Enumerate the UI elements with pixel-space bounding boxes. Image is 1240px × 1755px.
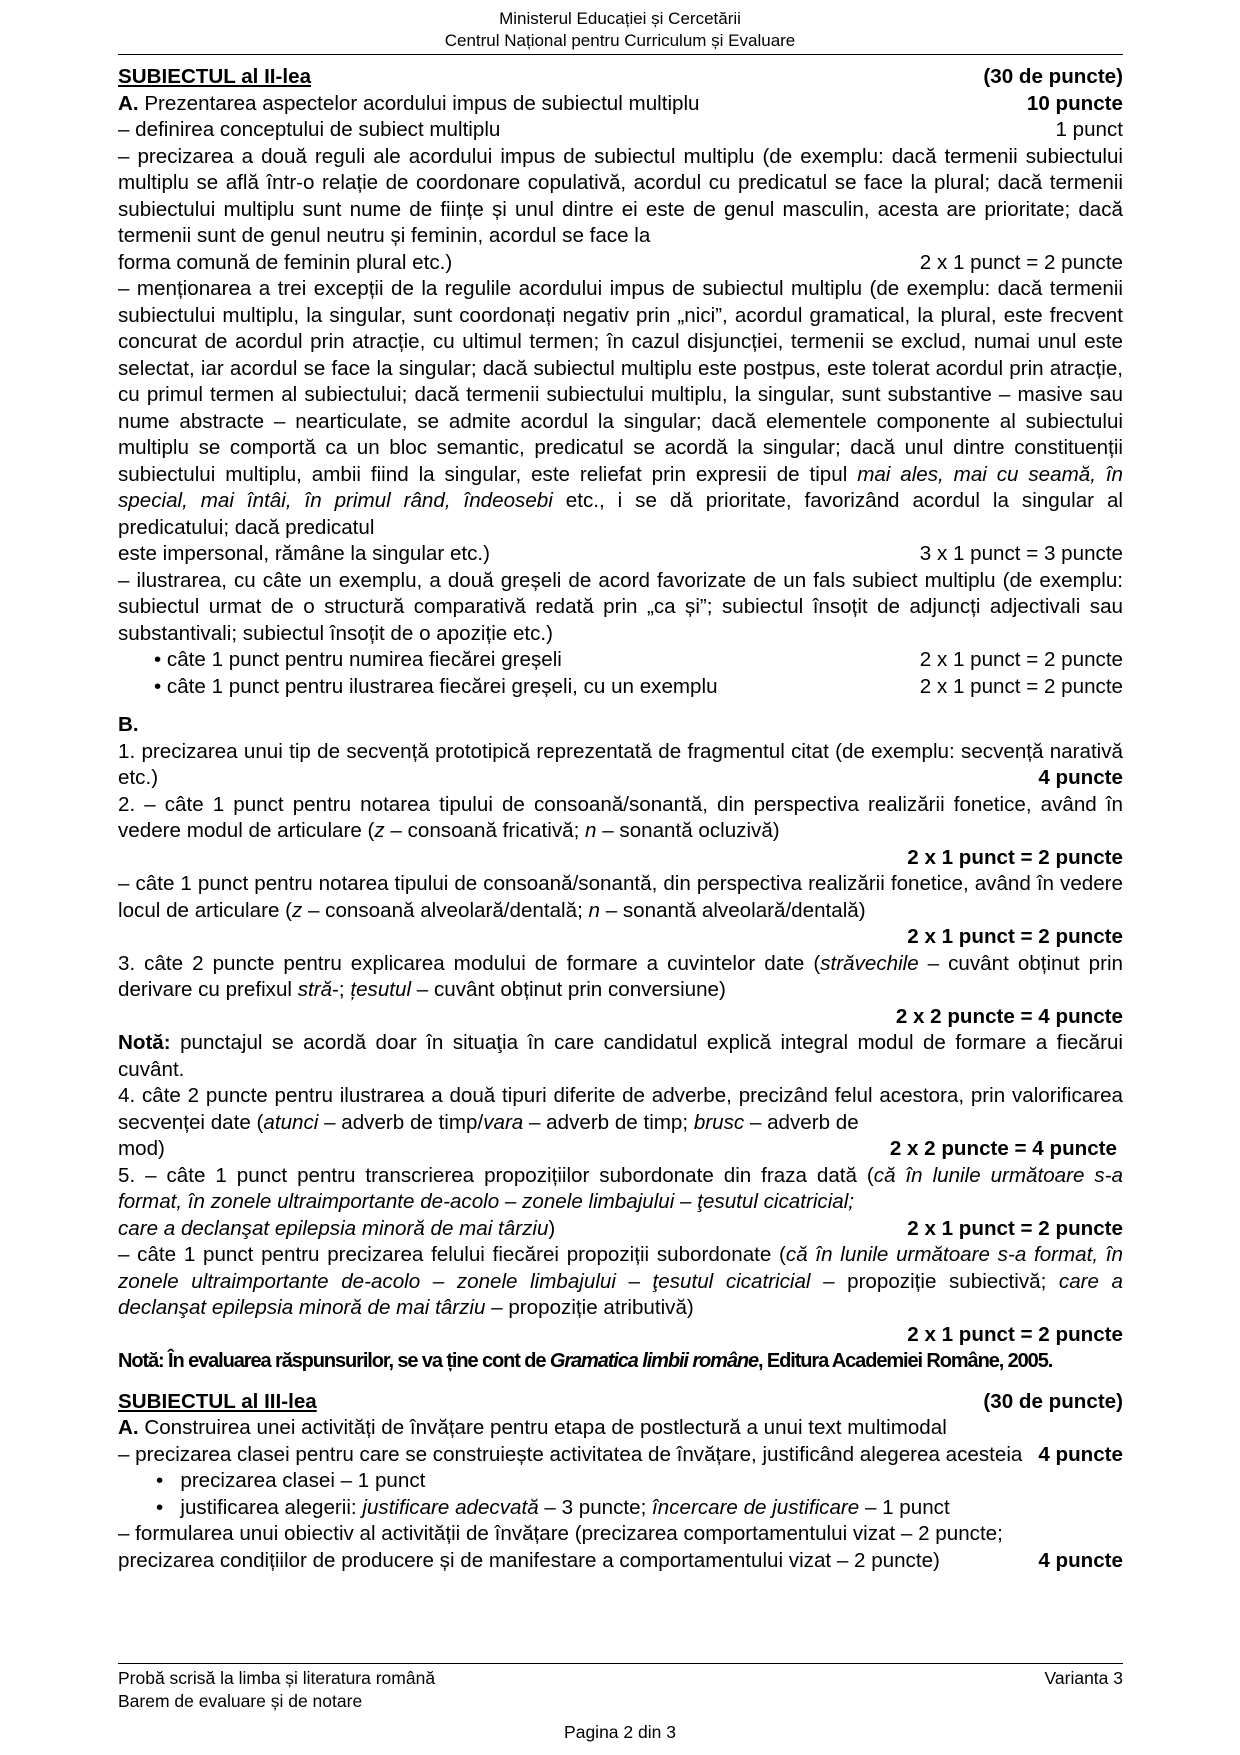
s2-b-q5b-points: 2 x 1 punct = 2 puncte bbox=[907, 1322, 1123, 1346]
s2-b-q5a: 5. – câte 1 punct pentru transcrierea propozițiilor subordonate din fraza dată (că în lunile următoare s-a format, în zonele ultraimportante de-acolo – zonele limbajului – ţesutul cicatricial; bbox=[118, 1163, 1123, 1213]
s2-b-q3: 3. câte 2 puncte pentru explicarea modului de formare a cuvintelor date (străvechile – cuvânt obținut prin derivare cu prefixul stră-; țesutul – cuvânt obținut prin conversiune) bbox=[118, 951, 1123, 1001]
s2-b-label: B. bbox=[118, 713, 139, 736]
s2-b-q2a-points: 2 x 1 punct = 2 puncte bbox=[907, 845, 1123, 869]
header-ministry: Ministerul Educației și Cercetării bbox=[499, 9, 741, 28]
s3-a-item1-points: 4 puncte bbox=[1038, 1442, 1123, 1466]
section-3-heading bbox=[118, 1389, 1123, 1416]
s2-b-q2a: 2. – câte 1 punct pentru notarea tipului de consoană/sonantă, din perspectiva realizării fonetice, având în vedere modul de articulare (z – consoană fricativă; n – sonantă ocluzivă) bbox=[118, 792, 1123, 842]
section-2-heading bbox=[118, 64, 1123, 91]
section-3-points: (30 de puncte) bbox=[983, 1389, 1123, 1413]
s2-a-item2: – precizarea a două reguli ale acordului impus de subiectul multiplu (de exemplu: dacă termenii subiectului multiplu se află într-o relație de coordonare copulativă, acordul cu predicatul se face la plural; dacă termenii subiectului multiplu sunt nume de ființe și unul dintre ei este de genul masculin, acesta are prioritate; dacă termenii sunt de genul neutru și feminin, acordul se face la bbox=[118, 144, 1123, 247]
s2-a-bullet2: • câte 1 punct pentru ilustrarea fiecărei greșeli, cu un exemplu 2 x 1 punct = 2 puncte bbox=[154, 674, 1123, 698]
s2-a-item4: – ilustrarea, cu câte un exemplu, a două greșeli de acord favorizate de un fals subiect multiplu (de exemplu: subiectul urmat de o structură comparativă redată prin „ca și”; subiectul însoțit de adjuncți adjectivali sau substantivali; subiectul însoțit de o apoziție etc.) bbox=[118, 568, 1123, 645]
section-2-title: SUBIECTUL al II-lea bbox=[118, 65, 312, 88]
s2-a-points: 10 puncte bbox=[1026, 91, 1123, 115]
header-center: Centrul Național pentru Curriculum și Evaluare bbox=[444, 31, 796, 50]
s2-nota-grammar: Notă: În evaluarea răspunsurilor, se va ține cont de Gramatica limbii române, Editura Academiei Române, 2005. bbox=[118, 1350, 1053, 1372]
s2-a-item3: – menționarea a trei excepții de la regulile acordului impus de subiectul multiplu (de exemplu: dacă termenii subiectului multiplu, la singular, sunt coordonați negativ prin „nici”, acordul gramatical, la plural, este frecvent concurat de acordul prin atracție, cu ultimul termen; în cazul disjuncției, termenii se exclud, numai unul este selectat, iar acordul se face la singular; dacă subiectul multiplu este postpus, este tolerat acordul prin atracție, cu primul termen al subiectului; dacă termenii subiectului multiplu, la singular, sunt substantive – masive sau nume abstracte – nearticulate, se admite acordul la singular; dacă elementele componente al subiectului multiplu se comportă ca un bloc semantic, predicatul se acordă la singular; dacă unul dintre constituenții subiectului multiplu, ambii fiind la singular, este reliefat prin expresii de tipul mai ales, mai cu seamă, în special, mai întâi, în primul rând, îndeosebi etc., i se dă prioritate, favorizând acordul la singular al predicatului; dacă predicatul bbox=[118, 277, 1123, 539]
s2-b-q2b-points: 2 x 1 punct = 2 puncte bbox=[907, 925, 1123, 948]
s2-b-q3-points: 2 x 2 puncte = 4 puncte bbox=[895, 1004, 1123, 1028]
s2-b-q4: 4. câte 2 puncte pentru ilustrarea a două tipuri diferite de adverbe, precizând felul acestora, prin valorificarea secvenței date (atunci – adverb de timp/vara – adverb de timp; brusc – adverb de bbox=[118, 1084, 1123, 1134]
page-number: Pagina 2 din 3 bbox=[564, 1722, 676, 1742]
s3-a-item2-end: precizarea condițiilor de producere și de manifestare a comportamentului vizat – 2 puncte) 4 puncte bbox=[118, 1548, 1123, 1572]
s2-a-item1: – definirea conceptului de subiect multiplu 1 punct bbox=[118, 118, 1123, 141]
s2-a-bullet1: • câte 1 punct pentru numirea fiecărei greșeli 2 x 1 punct = 2 puncte bbox=[154, 648, 1123, 671]
s2-b-q5a-end: care a declanşat epilepsia minoră de mai târziu) 2 x 1 punct = 2 puncte bbox=[118, 1216, 1123, 1240]
footer-exam: Probă scrisă la limba și literatura română bbox=[118, 1668, 436, 1688]
footer-divider bbox=[118, 1663, 1123, 1664]
footer-variant: Varianta 3 bbox=[1044, 1668, 1123, 1688]
page-header bbox=[0, 8, 1240, 52]
s2-a-item3-end: este impersonal, rămâne la singular etc.) 3 x 1 punct = 3 puncte bbox=[118, 542, 1123, 565]
s3-a-item1: – precizarea clasei pentru care se construiește activitatea de învățare, justificând alegerea acesteia bbox=[118, 1442, 1023, 1466]
section-3-title: SUBIECTUL al III-lea bbox=[118, 1389, 317, 1413]
s3-a-bullet2: • justificarea alegerii: justificare adecvată – 3 puncte; încercare de justificare – 1 punct bbox=[156, 1495, 950, 1519]
document-body bbox=[118, 64, 1123, 1574]
footer-barem: Barem de evaluare și de notare bbox=[118, 1691, 363, 1711]
s2-b-nota: Notă: punctajul se acordă doar în situaţia în care candidatul explică integral modul de formare a fiecărui cuvânt. bbox=[118, 1031, 1123, 1081]
page-footer bbox=[118, 1667, 1123, 1713]
s2-a-item2-end: forma comună de feminin plural etc.) 2 x 1 punct = 2 puncte bbox=[118, 250, 1123, 274]
s3-a-item2: – formularea unui obiectiv al activității de învățare (precizarea comportamentului vizat – 2 puncte; bbox=[118, 1522, 1003, 1545]
s2-b-q1-points: 4 puncte bbox=[1038, 766, 1123, 789]
s2-b-q2b: – câte 1 punct pentru notarea tipului de consoană/sonantă, din perspectiva realizării fonetice, având în vedere locul de articulare (z – consoană alveolară/dentală; n – sonantă alveolară/dentală) bbox=[118, 872, 1123, 922]
s2-b-q4-end: mod) 2 x 2 puncte = 4 puncte bbox=[118, 1137, 1117, 1160]
s2-a-label: A. bbox=[118, 91, 139, 115]
s2-a-heading bbox=[118, 91, 1123, 118]
s2-b-q1: 1. precizarea unui tip de secvență prototipică reprezentată de fragmentul citat (de exemplu: secvență narativă etc.) bbox=[118, 739, 1123, 789]
s3-a-heading: A. Construirea unei activități de învățare pentru etapa de postlectură a unui text multimodal bbox=[118, 1416, 947, 1439]
s3-a-bullet1: • precizarea clasei – 1 punct bbox=[156, 1469, 426, 1492]
header-divider bbox=[118, 54, 1123, 55]
s2-a-title: Prezentarea aspectelor acordului impus de subiectul multiplu bbox=[138, 91, 700, 115]
section-2-points: (30 de puncte) bbox=[983, 65, 1123, 88]
s2-b-q5b: – câte 1 punct pentru precizarea felului fiecărei propoziții subordonate (că în lunile următoare s-a format, în zonele ultraimportante de-acolo – zonele limbajului – ţesutul cicatricial – propoziție subiectivă; care a declanşat epilepsia minoră de mai târziu – propoziție atributivă) bbox=[118, 1243, 1123, 1319]
